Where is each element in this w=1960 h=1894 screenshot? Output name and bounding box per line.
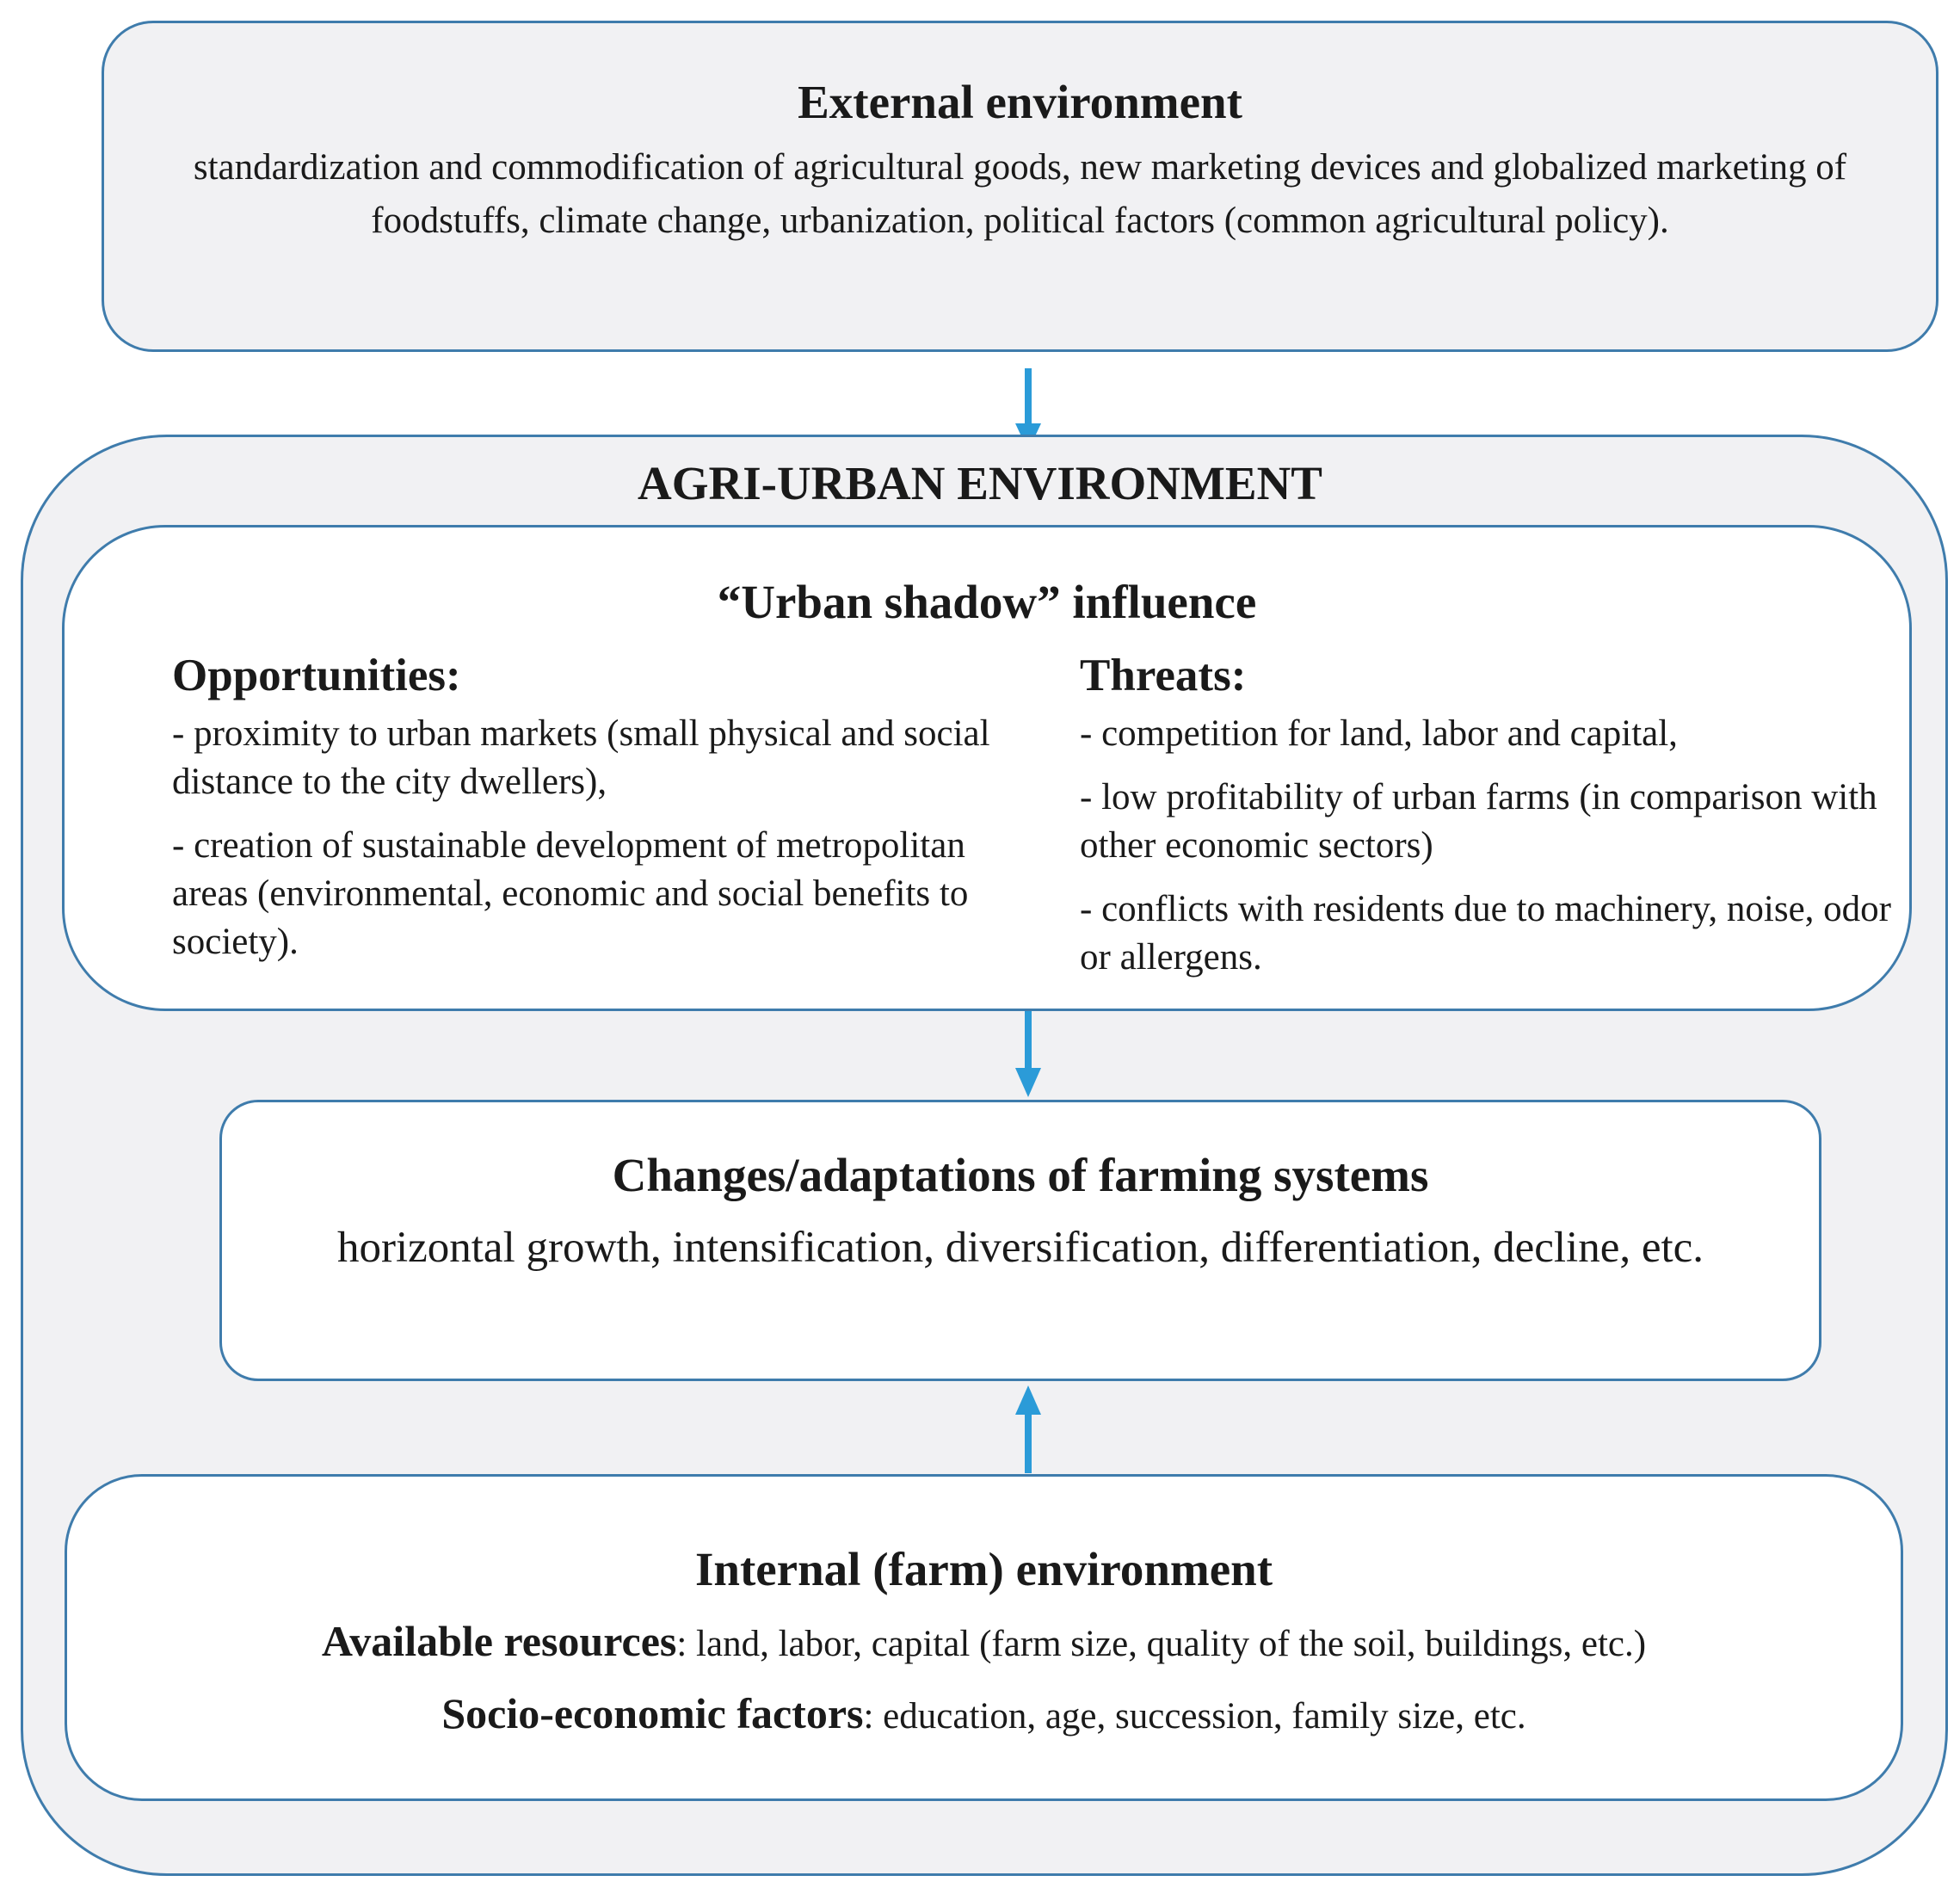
arrow-internal-to-changes bbox=[1015, 1385, 1041, 1473]
socio-economic-line bbox=[67, 1689, 1901, 1741]
opportunity-item: - creation of sustainable development of metropolitan areas (environmental, economic and social benefits to society). bbox=[172, 825, 969, 962]
threat-item: - conflicts with residents due to machinery, noise, odor or allergens. bbox=[1080, 889, 1891, 978]
available-resources-line bbox=[67, 1617, 1901, 1669]
urban-shadow-box bbox=[62, 525, 1912, 1011]
arrow-urban-to-changes bbox=[1015, 1011, 1041, 1097]
opportunities-heading: Opportunities: bbox=[172, 651, 461, 700]
threats-column bbox=[1080, 648, 1923, 997]
opportunities-column bbox=[172, 648, 1050, 982]
socio-economic-label: Socio-economic factors bbox=[441, 1688, 864, 1737]
agri-urban-environment-title: AGRI-URBAN ENVIRONMENT bbox=[638, 457, 1322, 509]
external-environment-body: standardization and commodification of agricultural goods, new marketing devices and globalized marketing of foodstuffs, climate change, urbanization, political factors (common agricultural policy). bbox=[193, 146, 1847, 241]
changes-adaptations-box bbox=[219, 1100, 1821, 1381]
socio-economic-text: : education, age, succession, family size, etc. bbox=[863, 1695, 1526, 1737]
available-resources-label: Available resources bbox=[321, 1616, 677, 1665]
threats-heading: Threats: bbox=[1080, 651, 1247, 700]
opportunity-item: - proximity to urban markets (small physical and social distance to the city dwellers), bbox=[172, 713, 990, 802]
urban-shadow-title: “Urban shadow” influence bbox=[717, 576, 1257, 628]
changes-adaptations-title: Changes/adaptations of farming systems bbox=[612, 1149, 1429, 1201]
changes-adaptations-body: horizontal growth, intensification, diversification, differentiation, decline, etc. bbox=[336, 1223, 1704, 1272]
internal-environment-title: Internal (farm) environment bbox=[694, 1543, 1273, 1595]
internal-environment-box bbox=[65, 1474, 1903, 1801]
external-environment-box bbox=[102, 21, 1938, 352]
threat-item: - competition for land, labor and capital, bbox=[1080, 713, 1678, 754]
threat-item: - low profitability of urban farms (in comparison with other economic sectors) bbox=[1080, 777, 1877, 866]
external-environment-title: External environment bbox=[798, 76, 1242, 128]
available-resources-text: : land, labor, capital (farm size, quality of the soil, buildings, etc.) bbox=[676, 1623, 1647, 1664]
